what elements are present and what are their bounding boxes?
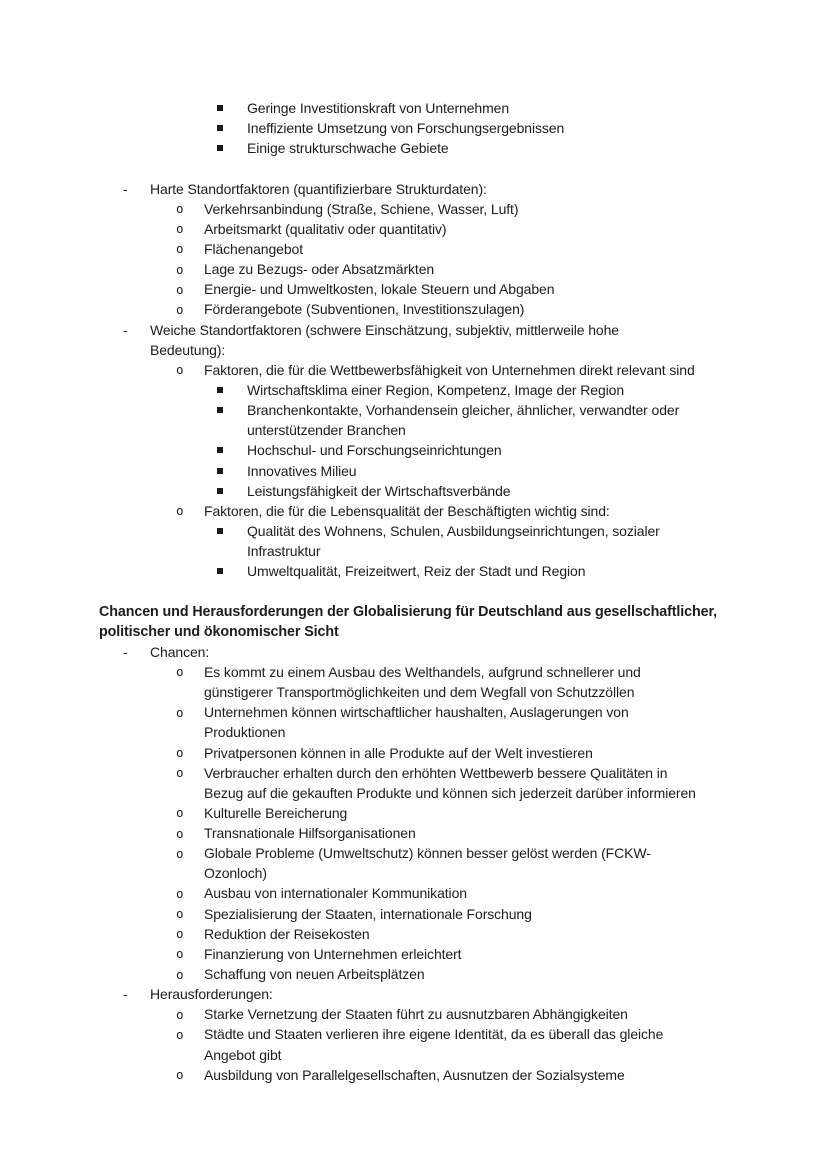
bullet-dash: - xyxy=(123,643,128,660)
list-item xyxy=(99,461,799,481)
line-text: Bezug auf die gekauften Produkte und können sich jederzeit darüber informieren xyxy=(204,784,696,801)
line-text: Bedeutung): xyxy=(150,341,226,358)
bullet-circle: o xyxy=(176,825,184,841)
list-item xyxy=(99,400,799,420)
line-text: Faktoren, die für die Lebensqualität der Beschäftigten wichtig sind: xyxy=(204,502,610,519)
bullet-circle: o xyxy=(176,301,184,317)
line-text: Transnationale Hilfsorganisationen xyxy=(204,825,416,842)
list-item xyxy=(99,521,799,541)
list-item xyxy=(99,481,799,501)
bullet-circle: o xyxy=(176,503,184,519)
list-item xyxy=(99,138,799,158)
line-text: Verkehrsanbindung (Straße, Schiene, Wasser, Luft) xyxy=(204,200,519,217)
line-text: Es kommt zu einem Ausbau des Welthandels, aufgrund schnellerer und xyxy=(204,663,641,680)
list-item-continuation xyxy=(99,340,799,360)
list-item xyxy=(99,380,799,400)
line-text: Wirtschaftsklima einer Region, Kompetenz, Image der Region xyxy=(247,381,625,398)
list-item xyxy=(99,501,799,521)
line-text: Faktoren, die für die Wettbewerbsfähigkeit von Unternehmen direkt relevant sind xyxy=(204,361,695,378)
bullet-circle: o xyxy=(176,362,184,378)
line-text: Kulturelle Bereicherung xyxy=(204,804,348,821)
list-item xyxy=(99,924,799,944)
bullet-dash: - xyxy=(123,180,128,197)
list-item xyxy=(99,1004,799,1024)
line-text: Ausbau von internationaler Kommunikation xyxy=(204,885,467,902)
section-heading-line xyxy=(99,602,799,622)
list-item xyxy=(99,179,799,199)
bullet-square xyxy=(217,528,223,534)
line-text: Ausbildung von Parallelgesellschaften, Ausnutzen der Sozialsysteme xyxy=(204,1066,625,1083)
line-text: Privatpersonen können in alle Produkte auf der Welt investieren xyxy=(204,744,593,761)
list-item xyxy=(99,199,799,219)
line-text: Ineffiziente Umsetzung von Forschungsergebnissen xyxy=(247,120,565,137)
list-item xyxy=(99,803,799,823)
bullet-circle: o xyxy=(176,221,184,237)
list-item xyxy=(99,743,799,763)
line-text: Branchenkontakte, Vorhandensein gleicher, ähnlicher, verwandter oder xyxy=(247,402,680,419)
bullet-circle: o xyxy=(176,281,184,297)
document-content xyxy=(99,98,799,1085)
line-text: Chancen und Herausforderungen der Globalisierung für Deutschland aus gesellschaftlicher, xyxy=(99,603,718,620)
list-item xyxy=(99,118,799,138)
list-item xyxy=(99,561,799,581)
bullet-circle: o xyxy=(176,885,184,901)
list-item xyxy=(99,219,799,239)
line-text: politischer und ökonomischer Sicht xyxy=(99,623,339,640)
bullet-circle: o xyxy=(176,704,184,720)
line-text: Einige strukturschwache Gebiete xyxy=(247,140,449,157)
list-item xyxy=(99,642,799,662)
bullet-circle: o xyxy=(176,1067,184,1083)
list-item xyxy=(99,843,799,863)
line-text: Weiche Standortfaktoren (schwere Einschätzung, subjektiv, mittlerweile hohe xyxy=(150,321,619,338)
list-item xyxy=(99,662,799,682)
bullet-circle: o xyxy=(176,261,184,277)
bullet-square xyxy=(217,145,223,151)
list-item-continuation xyxy=(99,420,799,440)
list-item-continuation xyxy=(99,541,799,561)
line-text: Harte Standortfaktoren (quantifizierbare Strukturdaten): xyxy=(150,180,487,197)
line-text: Umweltqualität, Freizeitwert, Reiz der Stadt und Region xyxy=(247,563,586,580)
bullet-circle: o xyxy=(176,241,184,257)
line-text: Produktionen xyxy=(204,724,286,741)
bullet-dash: - xyxy=(123,321,128,338)
line-text: Infrastruktur xyxy=(247,543,321,560)
line-text: Städte und Staaten verlieren ihre eigene Identität, da es überall das gleiche xyxy=(204,1026,664,1043)
list-item xyxy=(99,98,799,118)
bullet-dash: - xyxy=(123,986,128,1003)
list-item xyxy=(99,883,799,903)
list-item-continuation xyxy=(99,722,799,742)
line-text: Chancen: xyxy=(150,643,210,660)
bullet-circle: o xyxy=(176,966,184,982)
bullet-square xyxy=(217,468,223,474)
line-text: Energie- und Umweltkosten, lokale Steuern und Abgaben xyxy=(204,281,555,298)
bullet-circle: o xyxy=(176,201,184,217)
line-text: Starke Vernetzung der Staaten führt zu ausnutzbaren Abhängigkeiten xyxy=(204,1006,628,1023)
bullet-circle: o xyxy=(176,1026,184,1042)
bullet-circle: o xyxy=(176,765,184,781)
bullet-square xyxy=(217,387,223,393)
line-text: Reduktion der Reisekosten xyxy=(204,925,370,942)
bullet-square xyxy=(217,407,223,413)
list-item xyxy=(99,904,799,924)
bullet-circle: o xyxy=(176,664,184,680)
list-item xyxy=(99,964,799,984)
line-text: Herausforderungen: xyxy=(150,986,273,1003)
bullet-circle: o xyxy=(176,745,184,760)
list-item xyxy=(99,259,799,279)
blank-line xyxy=(99,158,799,178)
line-text: Unternehmen können wirtschaftlicher haushalten, Auslagerungen von xyxy=(204,704,629,721)
line-text: Schaffung von neuen Arbeitsplätzen xyxy=(204,966,425,983)
list-item-continuation xyxy=(99,682,799,702)
line-text: Ozonloch) xyxy=(204,865,267,882)
line-text: unterstützender Branchen xyxy=(247,422,406,439)
list-item xyxy=(99,360,799,380)
list-item xyxy=(99,823,799,843)
list-item-continuation xyxy=(99,1045,799,1065)
line-text: Globale Probleme (Umweltschutz) können besser gelöst werden (FCKW- xyxy=(204,845,651,862)
line-text: Förderangebote (Subventionen, Investitionszulagen) xyxy=(204,301,525,318)
line-text: Leistungsfähigkeit der Wirtschaftsverbände xyxy=(247,482,511,499)
section-heading-line xyxy=(99,622,799,642)
line-text: Verbraucher erhalten durch den erhöhten Wettbewerb bessere Qualitäten in xyxy=(204,764,668,781)
line-text: Geringe Investitionskraft von Unternehmen xyxy=(247,100,510,116)
list-item xyxy=(99,239,799,259)
list-item-continuation xyxy=(99,783,799,803)
bullet-square xyxy=(217,568,223,574)
list-item xyxy=(99,279,799,299)
bullet-square xyxy=(217,125,223,131)
list-item xyxy=(99,763,799,783)
list-item-continuation xyxy=(99,863,799,883)
blank-line xyxy=(99,581,799,601)
bullet-circle: o xyxy=(176,805,184,821)
bullet-circle: o xyxy=(176,926,184,942)
bullet-square xyxy=(217,105,223,111)
list-item xyxy=(99,299,799,319)
line-text: Angebot gibt xyxy=(204,1046,282,1063)
line-text: Spezialisierung der Staaten, internationale Forschung xyxy=(204,905,532,922)
list-item xyxy=(99,702,799,722)
list-item xyxy=(99,1065,799,1085)
line-text: Innovatives Milieu xyxy=(247,462,357,479)
line-text: Flächenangebot xyxy=(204,240,304,257)
line-text: Qualität des Wohnens, Schulen, Ausbildungseinrichtungen, sozialer xyxy=(247,522,660,539)
bullet-square xyxy=(217,488,223,494)
line-text: günstigerer Transportmöglichkeiten und dem Wegfall von Schutzzöllen xyxy=(204,684,635,701)
list-item xyxy=(99,320,799,340)
bullet-circle: o xyxy=(176,946,184,962)
list-item xyxy=(99,1024,799,1044)
list-item xyxy=(99,440,799,460)
line-text: Lage zu Bezugs- oder Absatzmärkten xyxy=(204,261,435,278)
line-text: Hochschul- und Forschungseinrichtungen xyxy=(247,442,502,459)
bullet-circle: o xyxy=(176,845,184,861)
list-item xyxy=(99,944,799,964)
line-text: Finanzierung von Unternehmen erleichtert xyxy=(204,945,462,962)
bullet-square xyxy=(217,447,223,453)
bullet-circle: o xyxy=(176,906,184,922)
bullet-circle: o xyxy=(176,1006,184,1022)
list-item xyxy=(99,984,799,1004)
line-text: Arbeitsmarkt (qualitativ oder quantitativ) xyxy=(204,220,447,237)
